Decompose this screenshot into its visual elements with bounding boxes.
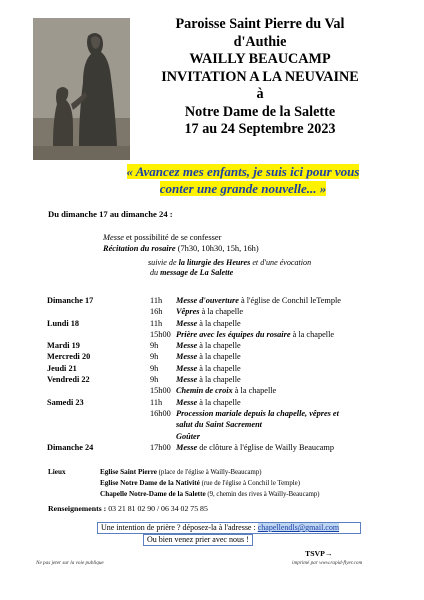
schedule-activity bbox=[176, 408, 396, 419]
schedule-day bbox=[47, 306, 150, 317]
activity-title: salut du Saint Sacrement bbox=[176, 420, 262, 430]
activity-title: Messe bbox=[176, 363, 198, 373]
location-address: (rue de l'église à Conchil le Temple) bbox=[199, 480, 300, 487]
schedule-activity bbox=[176, 351, 396, 362]
schedule-day: Dimanche 24 bbox=[47, 442, 94, 452]
location-item bbox=[100, 489, 320, 500]
schedule-day bbox=[47, 329, 150, 340]
activity-title: Goûter bbox=[176, 431, 200, 441]
quote-line-2: conter une grande nouvelle... » bbox=[159, 181, 327, 196]
du-text: du bbox=[150, 268, 161, 277]
activity-title: Chemin de croix bbox=[176, 386, 233, 396]
footer-left: Ne pas jeter sur la voie publique bbox=[36, 560, 104, 566]
schedule-day: Dimanche 17 bbox=[47, 296, 94, 305]
intention-box bbox=[97, 522, 361, 534]
schedule-activity bbox=[176, 374, 396, 385]
schedule-day bbox=[47, 408, 150, 419]
schedule-row bbox=[47, 385, 396, 396]
schedule-row bbox=[47, 442, 396, 453]
contact-info bbox=[48, 504, 208, 513]
messe-label: Messe bbox=[103, 233, 124, 242]
activity-place: à la chapelle bbox=[197, 397, 241, 407]
liturgie-label: la liturgie des Heures bbox=[178, 258, 251, 267]
header-a: à bbox=[256, 86, 264, 102]
schedule-day: Vendredi 22 bbox=[47, 375, 90, 385]
activity-title: Prière avec les équipes du rosaire bbox=[176, 329, 291, 339]
statue-photo bbox=[33, 18, 130, 160]
location-address: (place de l'église à Wailly-Beaucamp) bbox=[156, 469, 262, 476]
activity-title: Messe bbox=[176, 352, 198, 362]
invite-text: Ou bien venez prier avec nous ! bbox=[147, 535, 249, 544]
location-name: Eglise Notre Dame de la Nativité bbox=[100, 479, 200, 487]
schedule-time: 16h bbox=[150, 307, 163, 317]
schedule-time: 17h00 bbox=[150, 442, 171, 452]
schedule-row bbox=[47, 329, 396, 340]
locations-label: Lieux bbox=[48, 468, 66, 476]
rosaire-label: Récitation du rosaire bbox=[103, 244, 176, 253]
rosaire-times: (7h30, 10h30, 15h, 16h) bbox=[175, 244, 259, 253]
evocation-text: et d'une évocation bbox=[250, 258, 312, 267]
intention-text: Une intention de prière ? déposez-la à l'adresse : bbox=[101, 523, 258, 532]
event-dates: 17 au 24 Septembre 2023 bbox=[184, 121, 336, 137]
schedule-time: 11h bbox=[150, 296, 163, 305]
email-link[interactable]: chapellendls@gmail.com bbox=[257, 523, 340, 532]
schedule-activity bbox=[176, 442, 396, 453]
schedule-row bbox=[47, 295, 396, 306]
contact-label: Renseignements : bbox=[48, 504, 107, 513]
quote-line-1: « Avancez mes enfants, je suis ici pour vous bbox=[126, 164, 360, 179]
schedule-day: Mercredi 20 bbox=[47, 352, 91, 362]
activity-place: à la chapelle bbox=[199, 307, 244, 317]
parish-name: Paroisse Saint Pierre du Val bbox=[175, 16, 345, 32]
schedule-table bbox=[47, 295, 396, 453]
schedule-row bbox=[47, 374, 396, 385]
location-item bbox=[100, 478, 320, 489]
turn-page-note: TSVP→ bbox=[305, 549, 333, 558]
schedule-time: 11h bbox=[150, 318, 163, 328]
footer-right: imprimé par www.rapid-flyer.com bbox=[292, 560, 363, 566]
activity-place: à l'église de Conchil leTemple bbox=[238, 296, 341, 305]
activity-place: à la chapelle bbox=[197, 352, 241, 362]
activity-place: de clôture à l'église de Wailly Beaucamp bbox=[197, 442, 335, 452]
invitation-title: INVITATION A LA NEUVAINE bbox=[161, 68, 359, 85]
activity-title: Vêpres bbox=[176, 307, 200, 317]
schedule-day: Mardi 19 bbox=[47, 341, 80, 351]
schedule-row bbox=[47, 340, 396, 351]
invite-box bbox=[143, 534, 253, 546]
header bbox=[135, 16, 385, 139]
schedule-row bbox=[47, 318, 396, 329]
town-name: WAILLY BEAUCAMP bbox=[189, 51, 331, 67]
activity-title: Messe bbox=[176, 397, 198, 407]
schedule-row bbox=[47, 397, 396, 408]
daily-program bbox=[103, 232, 259, 254]
activity-place: à la chapelle bbox=[290, 329, 335, 339]
schedule-time: 16h00 bbox=[150, 408, 171, 418]
location-address: (9, chemin des rives à Wailly-Beaucamp) bbox=[205, 491, 320, 498]
schedule-row bbox=[47, 351, 396, 362]
daily-message bbox=[150, 267, 233, 278]
schedule-time: 11h bbox=[150, 397, 163, 407]
message-label: message de La Salette bbox=[160, 268, 234, 277]
intro-heading: Du dimanche 17 au dimanche 24 : bbox=[48, 209, 173, 219]
contact-phones: 03 21 81 02 90 / 06 34 02 75 85 bbox=[106, 504, 208, 513]
shrine-name: Notre Dame de la Salette bbox=[184, 103, 336, 120]
schedule-time: 9h bbox=[150, 341, 159, 351]
schedule-day bbox=[47, 431, 150, 442]
schedule-row bbox=[47, 306, 396, 317]
schedule-activity bbox=[176, 295, 396, 306]
location-name: Chapelle Notre-Dame de la Salette bbox=[100, 490, 206, 498]
activity-place: à la chapelle bbox=[197, 363, 241, 373]
activity-place: à la chapelle bbox=[197, 375, 241, 385]
parish-name-2: d'Authie bbox=[233, 33, 287, 50]
schedule-time: 15h00 bbox=[150, 329, 171, 339]
schedule-time: 15h00 bbox=[150, 386, 171, 396]
schedule-day: Samedi 23 bbox=[47, 397, 84, 407]
activity-title: Messe bbox=[176, 341, 198, 351]
activity-place: à la chapelle bbox=[197, 341, 241, 351]
schedule-row bbox=[47, 408, 396, 419]
schedule-activity bbox=[176, 329, 396, 340]
messe-desc: et possibilité de se confesser bbox=[123, 233, 222, 242]
activity-title: Messe bbox=[176, 442, 198, 452]
schedule-row bbox=[47, 431, 396, 442]
schedule-time: 9h bbox=[150, 363, 159, 373]
schedule-activity bbox=[176, 363, 396, 374]
schedule-activity bbox=[176, 431, 396, 442]
activity-title: Messe bbox=[176, 375, 198, 385]
schedule-day: Jeudi 21 bbox=[47, 363, 77, 373]
suivie-text: suivie de bbox=[148, 258, 179, 267]
activity-title: Messe bbox=[176, 318, 198, 328]
schedule-activity bbox=[176, 318, 396, 329]
activity-place: à la chapelle bbox=[197, 318, 241, 328]
activity-title: Procession mariale depuis la chapelle, vêpres et bbox=[176, 408, 339, 418]
schedule-row bbox=[47, 419, 396, 430]
location-item bbox=[100, 467, 320, 478]
schedule-time bbox=[150, 419, 176, 430]
schedule-activity bbox=[176, 306, 396, 317]
location-name: Eglise Saint Pierre bbox=[100, 468, 157, 476]
schedule-time: 9h bbox=[150, 375, 159, 385]
schedule-day bbox=[47, 419, 150, 430]
schedule-time: 9h bbox=[150, 352, 159, 362]
schedule-day: Lundi 18 bbox=[47, 318, 80, 328]
schedule-row bbox=[47, 363, 396, 374]
activity-place: à la chapelle bbox=[232, 386, 277, 396]
schedule-activity bbox=[176, 419, 396, 430]
schedule-activity bbox=[176, 385, 396, 396]
activity-title: Messe d'ouverture bbox=[176, 296, 239, 305]
schedule-activity bbox=[176, 340, 396, 351]
schedule-activity bbox=[176, 397, 396, 408]
schedule-time bbox=[150, 431, 176, 442]
quote bbox=[98, 163, 388, 197]
schedule-day bbox=[47, 385, 150, 396]
